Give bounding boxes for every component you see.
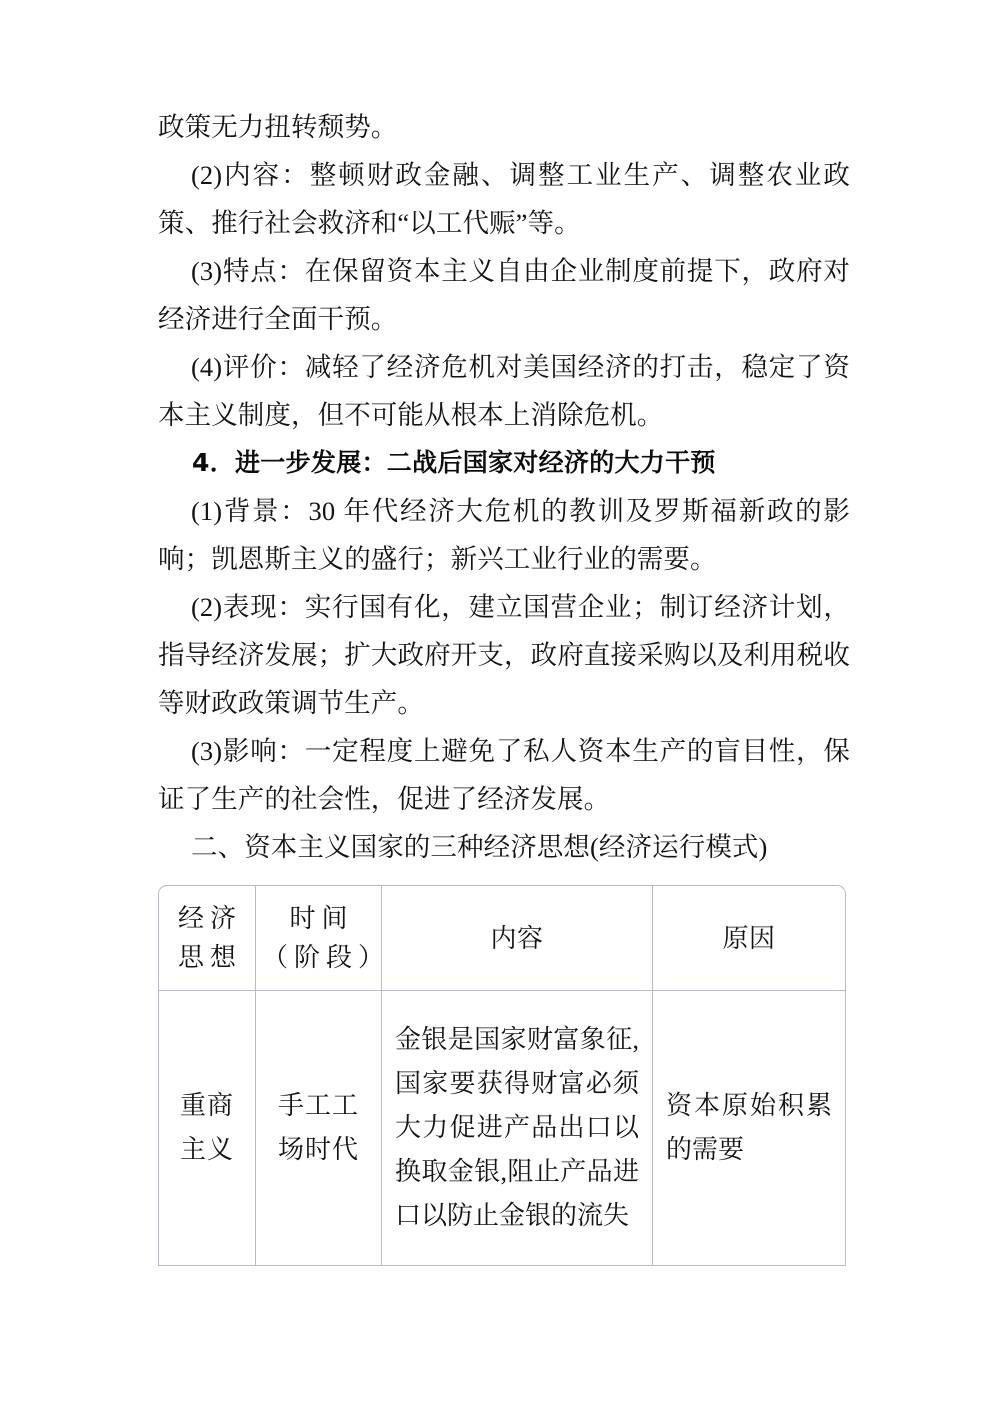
cell-thought-mercantilism [158, 991, 256, 1266]
column-header-thought-line2: 思想 [177, 943, 242, 972]
economic-thought-table-wrapper [158, 885, 846, 1266]
column-header-thought [158, 885, 256, 991]
paragraph-new-deal-evaluation: (4)评价：减轻了经济危机对美国经济的打击，稳定了资本主义制度，但不可能从根本上消除危机。 [158, 352, 850, 430]
page-content [158, 103, 850, 1266]
column-header-time-line2: （阶段） [262, 943, 391, 972]
economic-thought-table [158, 885, 846, 1266]
cell-time-handicraft-era [256, 991, 382, 1266]
column-header-thought-line1: 经济 [177, 904, 242, 933]
heading-section-two: 二、资本主义国家的三种经济思想(经济运行模式) [191, 832, 768, 862]
column-header-content-line1: 内容 [490, 923, 544, 953]
paragraph-postwar-background: (1)背景：30 年代经济大危机的教训及罗斯福新政的影响；凯恩斯主义的盛行；新兴工业行业的需要。 [158, 496, 850, 574]
paragraph-postwar-impact: (3)影响：一定程度上避免了私人资本生产的盲目性，保证了生产的社会性，促进了经济发展。 [158, 736, 850, 814]
column-header-reason-line1: 原因 [722, 923, 776, 953]
table-header-row [158, 885, 846, 991]
paragraph-new-deal-feature: (3)特点：在保留资本主义自由企业制度前提下，政府对经济进行全面干预。 [158, 256, 850, 334]
cell-content-text: 金银是国家财富象征,国家要获得财富必须大力促进产品出口以换取金银,阻止产品进口以防止金银的流失 [395, 1025, 639, 1230]
table-row [158, 991, 846, 1266]
cell-time-line1: 手工工 [277, 1091, 359, 1120]
paragraph-postwar-manifestation: (2)表现：实行国有化，建立国营企业；制订经济计划，指导经济发展；扩大政府开支，政府直接采购以及利用税收等财政政策调节生产。 [158, 592, 850, 718]
column-header-content [382, 885, 653, 991]
cell-content-mercantilism [382, 991, 653, 1266]
column-header-time [256, 885, 391, 991]
paragraph-new-deal-content: (2)内容：整顿财政金融、调整工业生产、调整农业政策、推行社会救济和“以工代赈”等。 [158, 160, 850, 238]
column-header-time-line1: 时间 [289, 904, 354, 933]
column-header-reason [653, 885, 846, 991]
cell-time-line2: 场时代 [277, 1135, 359, 1164]
heading-further-development: 4．进一步发展：二战后国家对经济的大力干预 [192, 448, 716, 477]
paragraph-carryover: 政策无力扭转颓势。 [158, 112, 398, 142]
cell-reason-text: 资本原始积累的需要 [666, 1091, 832, 1164]
cell-thought-line1: 重商 [179, 1091, 234, 1120]
cell-thought-line2: 主义 [179, 1135, 234, 1164]
cell-reason-mercantilism [653, 991, 846, 1266]
